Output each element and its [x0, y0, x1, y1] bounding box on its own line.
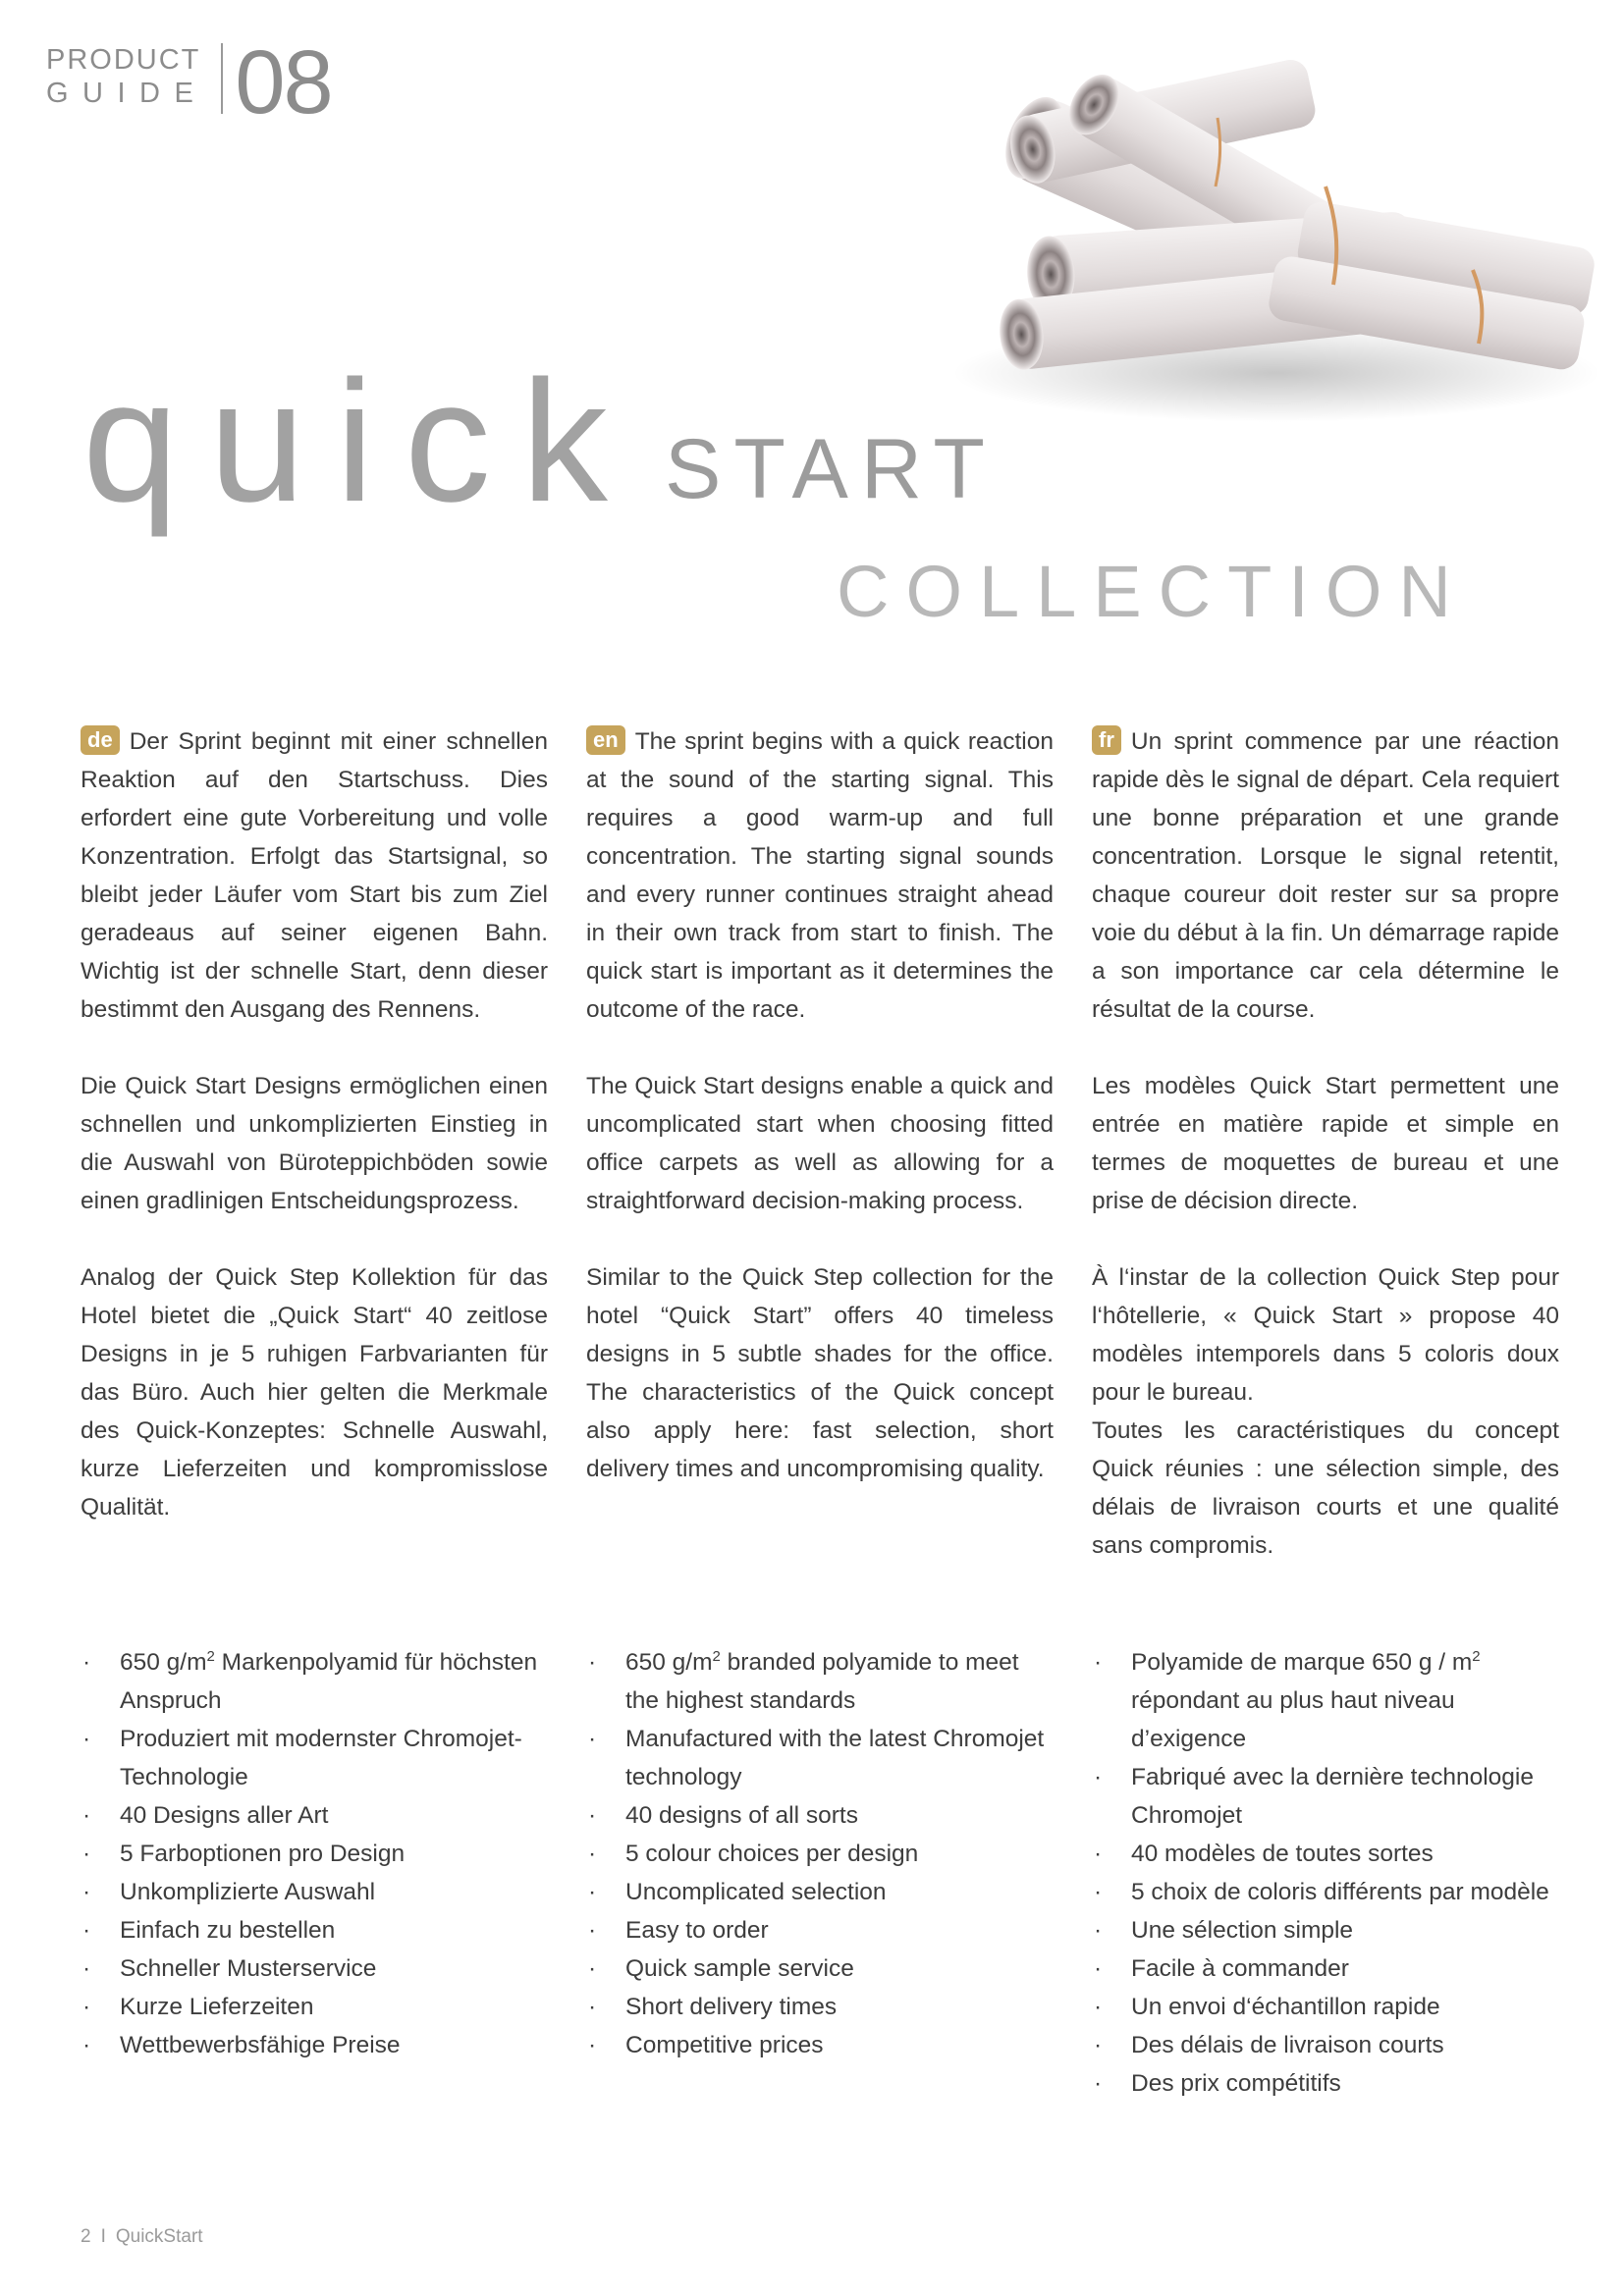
de-paragraph-1-text: Der Sprint beginnt mit einer schnellen Reaktion auf den Startschuss. Dies erfordert eine gute Vorbereitung und volle Konzentration. Erfolgt das Startsignal, so bleibt jeder Läufer vom Start bis zum Ziel geradeaus auf seiner eigenen Bahn. Wichtig ist der schnelle Start, denn dieser bestimmt den Ausgang des Rennens.: [81, 728, 548, 1023]
list-item: · 5 colour choices per design: [586, 1835, 1054, 1873]
list-item: · 40 Designs aller Art: [81, 1796, 548, 1835]
list-item: · Schneller Musterservice: [81, 1949, 548, 1988]
list-item: · Des prix compétitifs: [1092, 2064, 1559, 2103]
en-paragraph-3: Similar to the Quick Step collection for the hotel “Quick Start” offers 40 timeless designs in 5 subtle shades for the office. The characteristics of the Quick concept also apply here: fast selection, short delivery times and uncompromising quality.: [586, 1264, 1054, 1482]
list-item: · Kurze Lieferzeiten: [81, 1988, 548, 2026]
en-paragraph-1-text: The sprint begins with a quick reaction at the sound of the starting signal. This requires a good warm-up and full concentration. The starting signal sounds and every runner continues straight ahead in their own track from start to finish. The quick start is important as it determines the outcome of the race.: [586, 728, 1054, 1023]
list-item: · Unkomplizierte Auswahl: [81, 1873, 548, 1911]
list-item: · Easy to order: [586, 1911, 1054, 1949]
list-item: · 650 $g/m^2$ branded polyamide to meet the highest standards: [586, 1643, 1054, 1720]
header-divider: [221, 43, 223, 114]
list-item: · 40 modèles de toutes sortes: [1092, 1835, 1559, 1873]
list-item: · Facile à commander: [1092, 1949, 1559, 1988]
french-column: [1092, 722, 1559, 1565]
list-item: · Competitive prices: [586, 2026, 1054, 2064]
list-item: · 5 Farboptionen pro Design: [81, 1835, 548, 1873]
fr-paragraph-1: [1092, 722, 1559, 1029]
list-item: · 40 designs of all sorts: [586, 1796, 1054, 1835]
english-column: [586, 722, 1054, 1488]
de-paragraph-3: Analog der Quick Step Kollektion für das Hotel bietet die „Quick Start“ 40 zeitlose Designs in je 5 ruhigen Farbvarianten für das Büro. Auch hier gelten die Merkmale des Quick-Konzeptes: Schnelle Auswahl, kurze Lieferzeiten und kompromisslose Qualität.: [81, 1264, 548, 1521]
page-number: 2: [81, 2226, 91, 2247]
list-item: · 650 $g/m^2$ Markenpolyamid für höchsten Anspruch: [81, 1643, 548, 1720]
product-guide-header: [46, 32, 332, 133]
en-paragraph-2: The Quick Start designs enable a quick and uncomplicated start when choosing fitted office carpets as well as allowing for a straightforward decision-making process.: [586, 1073, 1054, 1214]
fr-feature-list: [1092, 1643, 1559, 2103]
fr-language-badge: fr: [1092, 725, 1121, 755]
page-footer: [81, 2226, 203, 2248]
list-item: · Einfach zu bestellen: [81, 1911, 548, 1949]
title-quick: quick: [82, 346, 638, 538]
fr-paragraph-3: À l‘instar de la collection Quick Step pour l‘hôtellerie, « Quick Start » propose 40 modèles intemporels dans 5 coloris doux pour le bureau.: [1092, 1264, 1559, 1406]
footer-separator: I: [100, 2226, 106, 2247]
list-item: · Un envoi d‘échantillon rapide: [1092, 1988, 1559, 2026]
list-item: · Fabriqué avec la dernière technologie Chromojet: [1092, 1758, 1559, 1835]
product-guide-label: [46, 43, 207, 110]
list-item: · Produziert mit modernster Chromojet-Technologie: [81, 1720, 548, 1796]
footer-title: QuickStart: [115, 2226, 203, 2247]
de-paragraph-1: [81, 722, 548, 1029]
list-item: · Short delivery times: [586, 1988, 1054, 2026]
list-item: · Uncomplicated selection: [586, 1873, 1054, 1911]
header-label-line2: GUIDE: [46, 78, 208, 109]
en-feature-list: [586, 1643, 1054, 2064]
list-item: · Polyamide de marque 650 g / $m^2$ répondant au plus haut niveau d’exigence: [1092, 1643, 1559, 1758]
de-language-badge: de: [81, 725, 120, 755]
list-item: · Manufactured with the latest Chromojet technology: [586, 1720, 1054, 1796]
list-item: · 5 choix de coloris différents par modèle: [1092, 1873, 1559, 1911]
de-paragraph-2: Die Quick Start Designs ermöglichen einen schnellen und unkomplizierten Einstieg in die Auswahl von Büroteppichböden sowie einen gradlinigen Entscheidungsprozess.: [81, 1073, 548, 1214]
header-label-line1: PRODUCT: [46, 44, 201, 76]
fr-paragraph-2: Les modèles Quick Start permettent une entrée en matière rapide et simple en termes de moquettes de bureau et une prise de décision directe.: [1092, 1073, 1559, 1214]
de-feature-list: [81, 1643, 548, 2064]
rolled-papers-illustration: [864, 59, 1624, 452]
list-item: · Des délais de livraison courts: [1092, 2026, 1559, 2064]
list-item: · Quick sample service: [586, 1949, 1054, 1988]
german-column: [81, 722, 548, 1526]
en-paragraph-1: [586, 722, 1054, 1029]
guide-number: 08: [235, 32, 332, 133]
title-start: START: [665, 422, 998, 516]
list-item: · Wettbewerbsfähige Preise: [81, 2026, 548, 2064]
fr-paragraph-4: Toutes les caractéristiques du concept Quick réunies : une sélection simple, des délais de livraison courts et une qualité sans compromis.: [1092, 1417, 1559, 1559]
fr-paragraph-1-text: Un sprint commence par une réaction rapide dès le signal de départ. Cela requiert une bonne préparation et une grande concentration. Lorsque le signal retentit, chaque coureur doit rester sur sa propre voie du début à la fin. Un démarrage rapide a son importance car cela détermine le résultat de la course.: [1092, 728, 1559, 1023]
title-collection: COLLECTION: [837, 551, 1468, 632]
list-item: · Une sélection simple: [1092, 1911, 1559, 1949]
en-language-badge: en: [586, 725, 625, 755]
